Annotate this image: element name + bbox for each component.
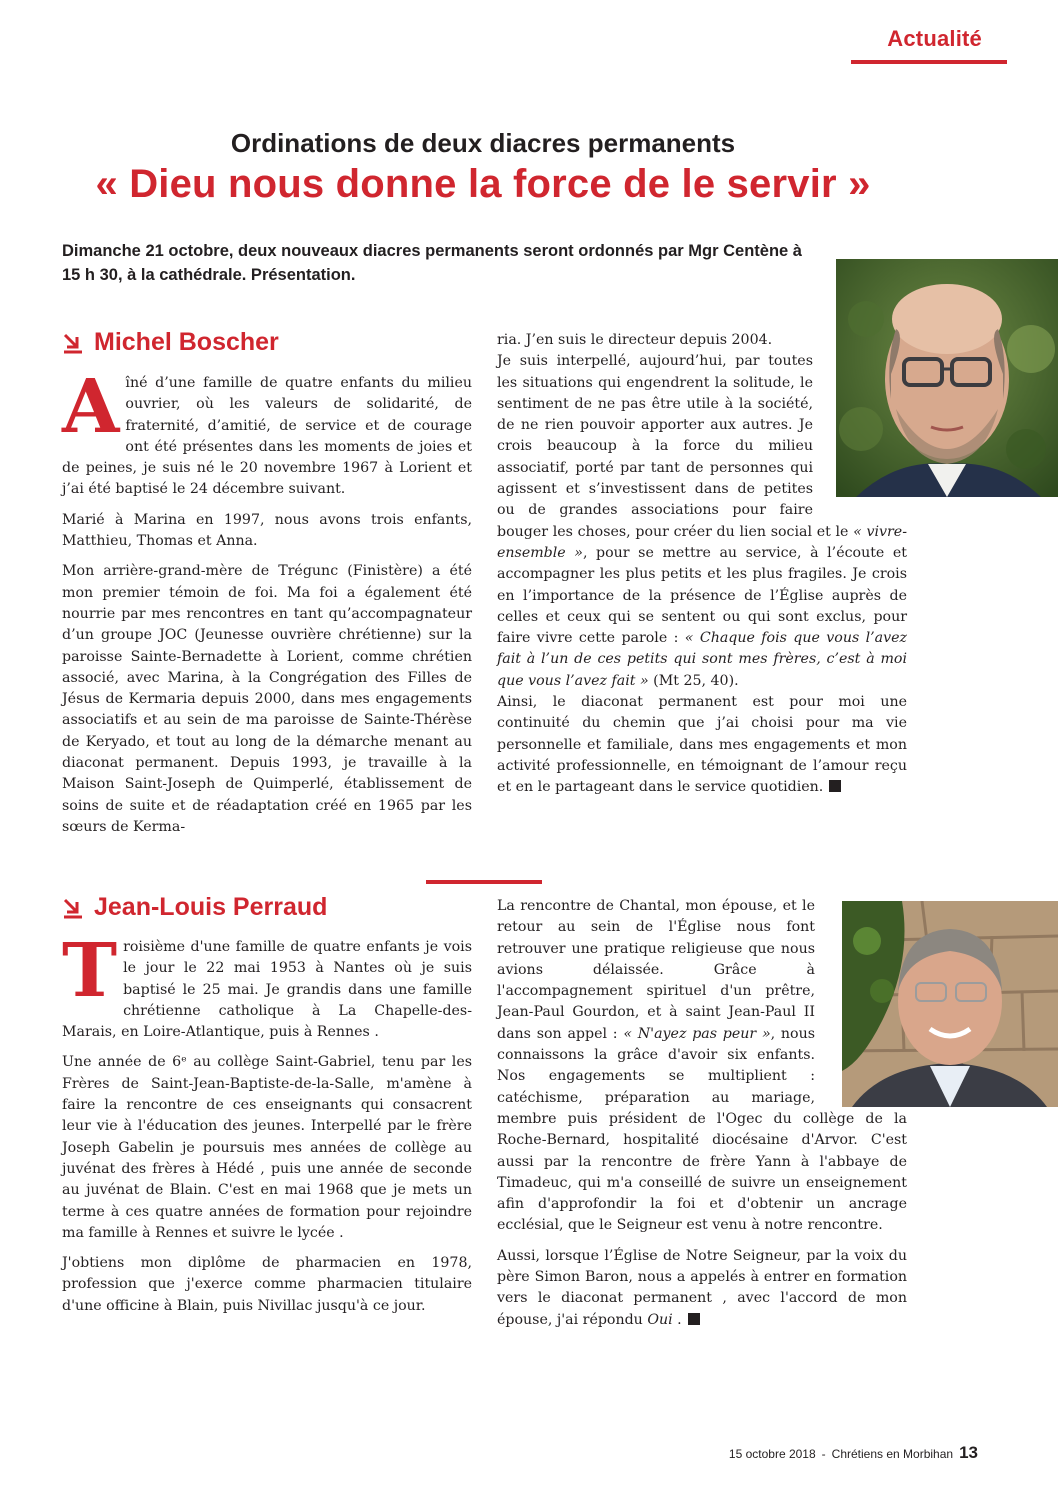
photo-spacer bbox=[813, 351, 907, 521]
paragraph: J'obtiens mon diplôme de pharmacien en 1978, profession que j'exerce comme pharmacien titulaire d'une officine à Blain, puis Nivillac jusqu'à ce jour. bbox=[62, 1255, 472, 1314]
paragraph: Ainsi, le diaconat permanent est pour moi une continuité du chemin que j’ai choisi pour ma vie personnelle et familiale, dans mes engagements et mon activité professionnelle, en témoignant de l’amour reçu et en le partageant dans le service quotidien. bbox=[497, 694, 907, 796]
profile-heading-jean-louis-perraud bbox=[62, 893, 327, 922]
profile-1-left-column bbox=[62, 364, 472, 847]
emphasis-oui: Oui bbox=[647, 1311, 673, 1328]
paragraph: Marié à Marina en 1997, nous avons trois enfants, Matthieu, Thomas et Anna. bbox=[62, 511, 472, 550]
paragraph: Aussi, lorsque l’Église de Notre Seigneur, par la voix du père Simon Baron, nous a appelés à entrer en formation vers le diaconat permanent , avec l'accord de mon épouse, j'ai répondu Oui . bbox=[497, 1247, 907, 1328]
profile-name: Michel Boscher bbox=[94, 328, 279, 356]
paragraph: Mon arrière-grand-mère de Trégunc (Finistère) a été mon premier témoin de foi. Ma foi a également été nourrie par mes rencontres en tant qu’accompagnateur d’un groupe JOC (Jeunesse ouvrière chrétienne) sur la paroisse Sainte-Bernadette à Lorient, comme chrétien associé, avec Marina, à la Congrégation des Filles de Jésus de Kermaria depuis 2000, dans mes engagements associatifs et au sein de ma paroisse de Sainte-Thérèse de Keryado, et tout au long de la démarche menant au diaconat permanent. Depuis 1993, je travaille à la Maison Saint-Joseph de Quimperlé, établissement de soins de suite et de réadaptation créé en 1965 par les sœurs de Kerma- bbox=[62, 563, 472, 835]
paragraph: ria. J’en suis le directeur depuis 2004. bbox=[497, 332, 773, 348]
paragraph: La rencontre de Chantal, mon épouse, et le retour au sein de l'Église nous font retrouver une pratique religieuse que nous avions délaissée. Grâce à l'accompagnement spirituel d'un prêtre, Jean-Paul Gourdon, et à saint Jean-Paul II dans son appel : « N'ayez pas peur », nous connaissons la grâce d'avoir six enfants. Nos engagements se multiplient : catéchisme, préparation au mariage, membre puis président de l'Ogec du collège de la Roche-Bernard, hospitalité diocésaine d'Arvor. C'est aussi par la rencontre de frère Yann à l'abbaye de Timadeuc, qui m'a conseillé de suivre un enseignement afin d'approfondir la foi et d'obtenir un ancrage ecclésial, que le Seigneur est venu à notre rencontre. bbox=[497, 898, 907, 1234]
profile-name: Jean-Louis Perraud bbox=[94, 893, 328, 921]
section-label: Actualité bbox=[887, 26, 982, 51]
bible-reference: (Mt 25, 40). bbox=[648, 672, 739, 689]
profile-2-left-column bbox=[62, 928, 472, 1326]
profile-heading-michel-boscher bbox=[62, 328, 279, 357]
article-intro: Dimanche 21 octobre, deux nouveaux diacres permanents seront ordonnés par Mgr Centène à 15 h 30, à la cathédrale. Présentation. bbox=[62, 242, 802, 284]
quote-text: « vivre-ensemble » bbox=[497, 523, 907, 561]
photo-spacer bbox=[815, 896, 907, 1108]
paragraph: Une année de 6ᵉ au collège Saint-Gabriel, tenu par les Frères de Saint-Jean-Baptiste-de-la-Salle, m'amène à faire la rencontre de ces enseignants qui consacrent leur vie à l'éducation des jeunes. Interpellé par le frère Joseph Gabelin je poursuis mes années de collège au juvénat des frères à Hédé , puis une année de seconde au juvénat de Blain. C'est en mai 1968 que je mets un terme à ces quatre années de formation pour rejoindre ma famille à Rennes et suivre le lycée . bbox=[62, 1054, 472, 1241]
arrow-down-right-icon bbox=[62, 332, 84, 354]
publication-name: Chrétiens en Morbihan bbox=[831, 1447, 954, 1461]
page-footer bbox=[729, 1443, 978, 1463]
arrow-down-right-icon bbox=[62, 897, 84, 919]
paragraph: roisième d'une famille de quatre enfants je vois le jour le 22 mai 1953 à Nantes où je suis baptisé le 25 mai. Je grandis dans une famille chrétienne catholique à La Chapelle-des-Marais, en Loire-Atlantique, puis à Rennes . bbox=[62, 939, 472, 1041]
profile-2-right-column bbox=[497, 896, 907, 1340]
issue-date: 15 octobre 2018 bbox=[728, 1447, 816, 1461]
dropcap-letter: A bbox=[62, 364, 120, 450]
quote-text: « N'ayez pas peur » bbox=[623, 1025, 771, 1042]
end-of-article-mark bbox=[829, 780, 841, 792]
page-number: 13 bbox=[959, 1443, 978, 1462]
section-rule bbox=[851, 60, 1007, 64]
paragraph: Je suis interpellé, aujourd’hui, par toutes les situations qui engendrent la solitude, le sentiment de ne pas être utile à la société, de ne rien pouvoir apporter aux autres. Je crois beaucoup à la force du milieu associatif, porté par tant de personnes qui agissent et s’investissent dans de petites ou de grandes associations pour faire bouger les choses, pour créer du lien social et le « vivre-ensemble », pour se mettre au service, à l’écoute et accompagner les plus petits et les plus fragiles. Je crois en l’importance de la présence de l’Église auprès de celles et ceux qui se sentent ou qui sont exclus, pour faire vivre cette parole : « Chaque fois que vous l’avez fait à l’un de ces petits qui sont mes frères, c’est à moi que vous l’avez fait » (Mt 25, 40). bbox=[497, 353, 907, 689]
bible-quote: « Chaque fois que vous l’avez fait à l’un de ces petits qui sont mes frères, c’est à moi que vous l’avez fait » bbox=[497, 630, 907, 689]
profile-1-right-column bbox=[497, 330, 907, 808]
paragraph: îné d’une famille de quatre enfants du milieu ouvrier, où les valeurs de solidarité, de fraternité, d’amitié, de service et de courage ont été présentes dans les moments de joies et de peines, je suis né le 20 novembre 1967 à Lorient et j’ai été baptisé le 24 décembre suivant. bbox=[62, 375, 472, 498]
article-kicker: Ordinations de deux diacres permanents bbox=[230, 128, 736, 158]
dropcap-letter: T bbox=[62, 928, 118, 1014]
section-divider bbox=[426, 880, 542, 884]
footer-separator: - bbox=[821, 1447, 826, 1461]
end-of-article-mark bbox=[688, 1313, 700, 1325]
article-headline: « Dieu nous donne la force de le servir » bbox=[95, 162, 871, 206]
